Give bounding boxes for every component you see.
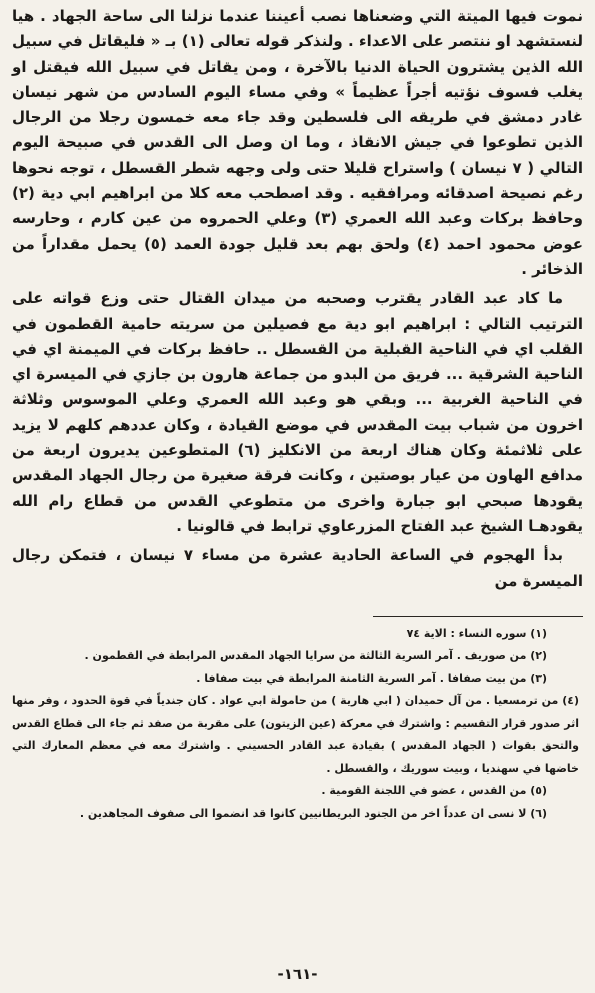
footnote: (٢) من صوريف . آمر السرية الثالثة من سرايا الجهاد المقدس المرابطة في القطمون . [84,649,547,663]
page-number: -١٦١- [277,965,318,983]
footnote: (٣) من بيت صفافا . آمر السرية الثامنة المرابطة في بيت صفافا . [196,671,547,685]
footnote: (٤) من ترمسعيا . من آل حميدان ( ابي هارية ) من حامولة ابي عواد . كان جندياً في قوة الحدود ، وفر منها اثر صدور قرار التقسيم : واشترك في معركة (عين الزيتون) على مقربة من صفد ثم جاء الى قطاع القدس والتحق بقوات ( الجهاد المقدس ) بقيادة عبد القادر الحسيني . واشترك معه في معظم المعارك التي خاضها في سهنديا ، وبيت سوريك ، والقسطل . [12,694,579,775]
footnotes [12,623,583,826]
paragraph: ما كاد عبد القادر يقترب وصحبه من ميدان القتال حتى وزع قواته على الترتيب التالي : ابراهيم ابو دية مع فصيلين من سريته حامية القطمون في القلب اي في الناحية القبلية من القسطل .. حافظ بركات في الميمنة اي في الناحية الشرقية ... فريق من البدو من جماعة هارون بن جازي في الميسرة اي في الناحية الغربية ... وبقي هو وعبد الله العمري وعلي الموسوس وثلاثة اخرون من شباب بيت المقدس في موضع القيادة ، وكان عددهم كلهم لا يزيد على ثلاثمئة وكان هناك اربعة من الانكليز (٦) المتطوعين يديرون اربعة من مدافع الهاون من عيار بوصتين ، وكانت فرقة صغيرة من رجال الجهاد المقدس يقودها صبحي ابو جبارة واخرى من متطوعي القدس من قطاع رام الله يقودهـا الشيخ عبد الفتاح المزرعاوي ترابط في قالونيا . [12,289,583,535]
paragraph: بدأ الهجوم في الساعة الحادية عشرة من مساء ٧ نيسان ، فتمكن رجال الميسرة من [12,546,583,590]
footnote-separator [373,616,583,617]
footnote: (٥) من القدس ، عضو في اللجنة القومية . [321,784,547,798]
main-text [12,4,583,594]
footnote: (٦) لا نسى ان عدداً اخر من الجنود البريطانيين كانوا قد انضموا الى صفوف المجاهدين . [79,806,547,820]
footnote: (١) سوره النساء : الاية ٧٤ [406,626,547,640]
paragraph: نموت فيها الميتة التي وضعناها نصب أعيننا عندما نزلنا الى ساحة الجهاد . هيا لنستشهد او ننتصر على الاعداء . ولنذكر قوله تعالى (١) بـ « فليقاتل في سبيل الله الذين يشترون الحياة الدنيا بالآخرة ، ومن يقاتل في سبيل الله فيقتل او يغلب فسوف نؤتيه أجراً عظيماً » وفي مساء اليوم السادس من شهر نيسان غادر دمشق في طريقه الى فلسطين وقد جاء معه خمسون رجلا من الرجال الذين تطوعوا في جيش الانقاذ ، وما ان وصل الى القدس في صبيحة اليوم التالي ( ٧ نيسان ) واستراح قليلا حتى ولى وجهه شطر القسطل ، توجه نحوها رغم نصيحة اصدقائه ومرافقيه . وقد اصطحب معه كلا من ابراهيم ابي دية (٢) وحافظ بركات وعبد الله العمري (٣) وعلي الحمروه من عين كارم ، وحارسه عوض محمود احمد (٤) ولحق بهم بعد قليل جودة العمد (٥) يحمل مقداراً من الذخائر . [12,7,583,278]
